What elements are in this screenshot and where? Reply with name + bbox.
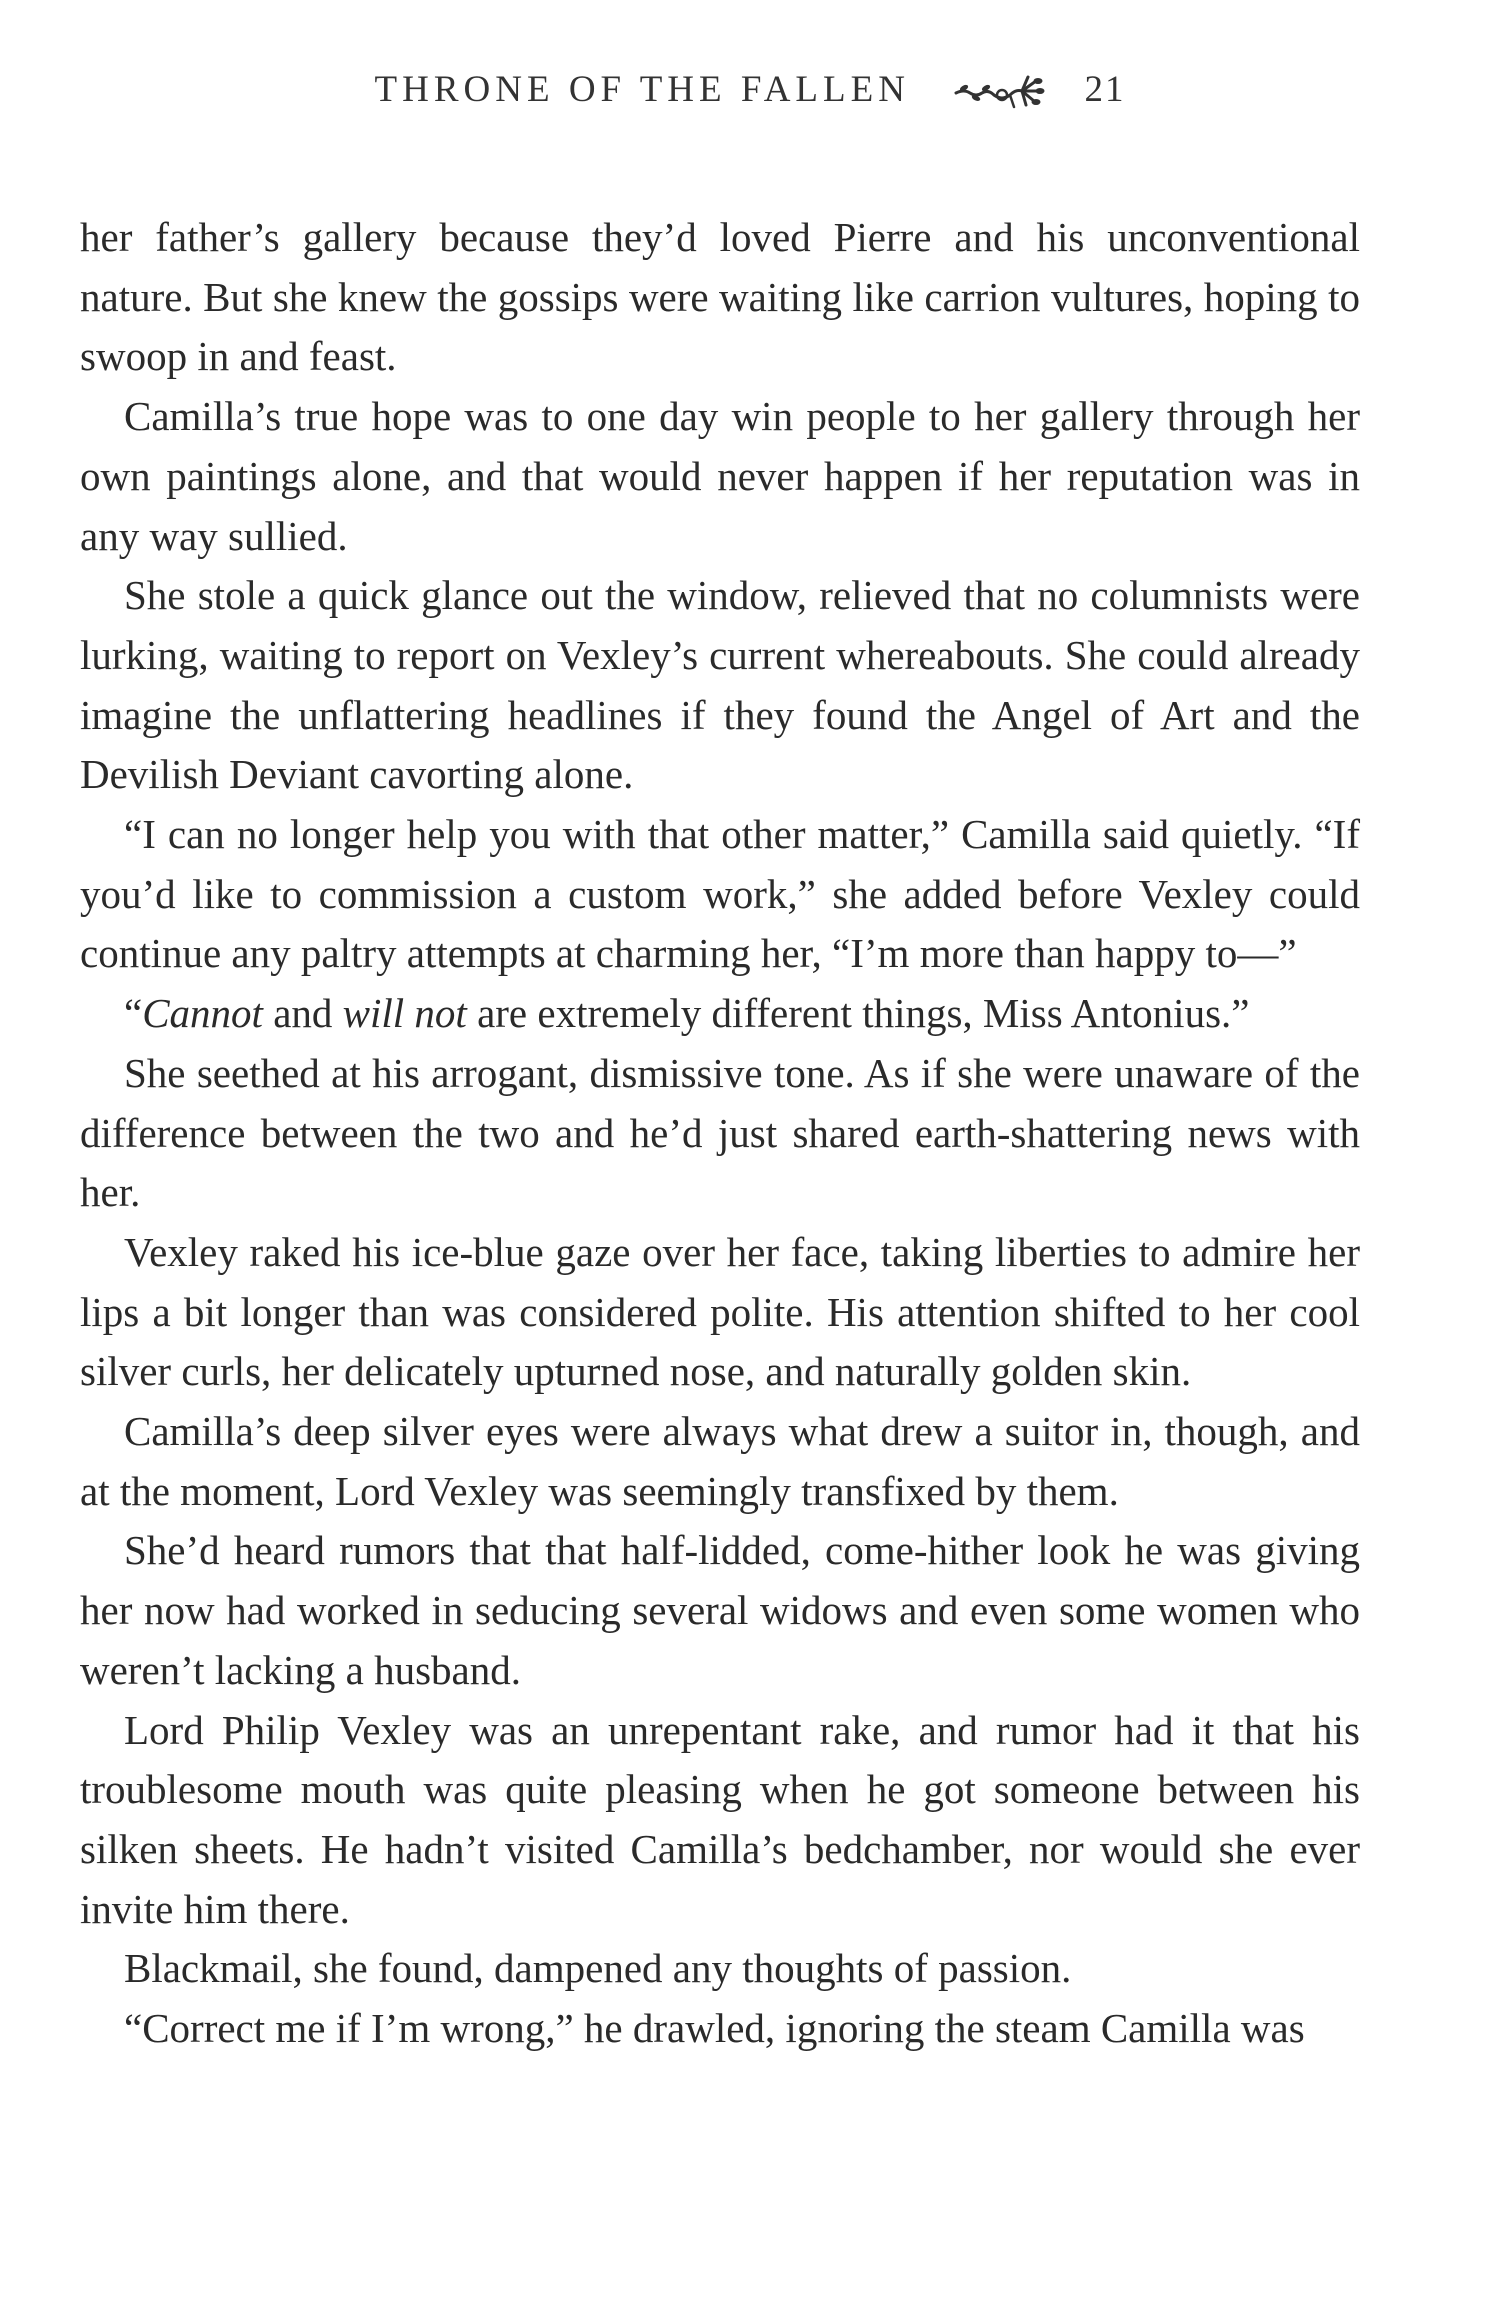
paragraph-8: Camilla’s deep silver eyes were always what drew a suitor in, though, and at the moment, Lord Vexley was seemingly transfixed by them. [80,1408,1360,1514]
floral-ornament-icon [952,71,1048,115]
open-quote: “ [124,990,143,1037]
paragraph-1: her father’s gallery because they’d loved Pierre and his unconventional nature. But she knew the gossips were waiting like carrion vultures, hoping to swoop in and feast. [80,214,1360,380]
paragraph-3: She stole a quick glance out the window, relieved that no columnists were lurking, waiting to report on Vexley’s current whereabouts. She could already imagine the unflattering headlines if they found the Angel of Art and the Devilish Deviant cavorting alone. [80,572,1360,798]
paragraph-2: Camilla’s true hope was to one day win people to her gallery through her own paintings alone, and that would never happen if her reputation was in any way sullied. [80,393,1360,559]
emphasis-will-not: will not [342,990,467,1037]
paragraph-10: Lord Philip Vexley was an unrepentant rake, and rumor had it that his troublesome mouth was quite pleasing when he got someone between his silken sheets. He hadn’t visited Camilla’s bedchamber, nor would she ever invite him there. [80,1706,1360,1932]
paragraph-9: She’d heard rumors that that half-lidded, come-hither look he was giving her now had worked in seducing several widows and even some women who weren’t lacking a husband. [80,1527,1360,1693]
running-head [0,68,1500,115]
text-rest: are extremely different things, Miss Antonius.” [466,990,1250,1037]
book-title: THRONE OF THE FALLEN [374,69,910,110]
paragraph-12: “Correct me if I’m wrong,” he drawled, ignoring the steam Camilla was [124,2005,1305,2052]
emphasis-cannot: Cannot [142,990,263,1037]
paragraph-11: Blackmail, she found, dampened any thoughts of passion. [124,1945,1072,1992]
paragraph-7: Vexley raked his ice-blue gaze over her face, taking liberties to admire her lips a bit longer than was considered polite. His attention shifted to her cool silver curls, her delicately upturned nose, and naturally golden skin. [80,1228,1360,1395]
paragraph-5 [80,984,1360,1044]
text-and: and [262,990,343,1037]
paragraph-6: She seethed at his arrogant, dismissive tone. As if she were unaware of the difference between the two and he’d just shared earth-shattering news with her. [80,1049,1360,1216]
paragraph-4: “I can no longer help you with that other matter,” Camilla said quietly. “If you’d like to commission a custom work,” she added before Vexley could continue any paltry attempts at charming her, “I’m more than happy to—” [80,811,1360,977]
page-number: 21 [1084,69,1126,110]
body-text [80,208,1360,2059]
